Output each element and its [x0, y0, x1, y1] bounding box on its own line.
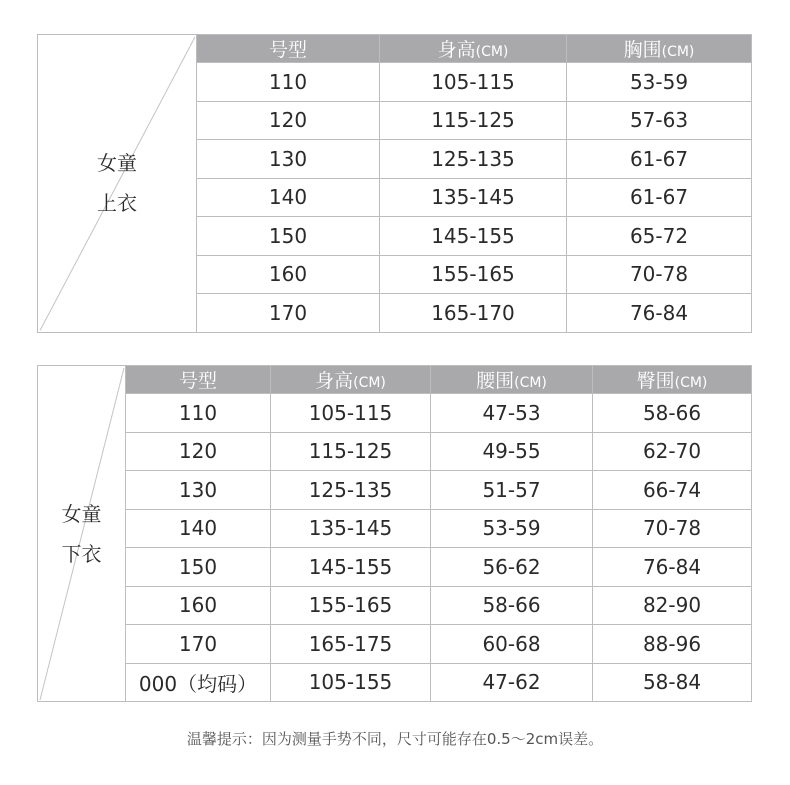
tops-cell-1-2: 57-63	[567, 101, 752, 140]
tops-cell-6-1: 165-170	[380, 294, 567, 333]
tops-cell-6-0: 170	[197, 294, 380, 333]
bottoms-cell-6-0: 170	[126, 625, 271, 664]
bottoms-table-row	[38, 548, 752, 587]
bottoms-category-cell	[38, 366, 126, 702]
bottoms-cell-3-1: 135-145	[271, 509, 431, 548]
bottoms-body	[38, 366, 752, 702]
bottoms-header-0: 号型	[126, 366, 271, 394]
tops-cell-0-1: 105-115	[380, 63, 567, 102]
bottoms-category-line1: 女童	[61, 501, 102, 526]
bottoms-header-3: 臀围(CM)	[593, 366, 752, 394]
tops-cell-2-1: 125-135	[380, 140, 567, 179]
bottoms-cell-3-3: 70-78	[593, 509, 752, 548]
bottoms-table-row	[38, 394, 752, 433]
bottoms-cell-6-1: 165-175	[271, 625, 431, 664]
bottoms-cell-7-3: 58-84	[593, 663, 752, 702]
bottoms-cell-5-0: 160	[126, 586, 271, 625]
tops-cell-5-0: 160	[197, 255, 380, 294]
bottoms-cell-0-3: 58-66	[593, 394, 752, 433]
bottoms-table-row	[38, 586, 752, 625]
tops-cell-0-0: 110	[197, 63, 380, 102]
bottoms-cell-6-3: 88-96	[593, 625, 752, 664]
tops-header-1: 身高(CM)	[380, 35, 567, 63]
bottoms-cell-2-1: 125-135	[271, 471, 431, 510]
bottoms-cell-1-2: 49-55	[431, 432, 593, 471]
measurement-note: 温馨提示：因为测量手势不同，尺寸可能存在0.5～2cm误差。	[186, 730, 604, 748]
bottoms-cell-4-3: 76-84	[593, 548, 752, 587]
bottoms-cell-4-2: 56-62	[431, 548, 593, 587]
tops-header-0: 号型	[197, 35, 380, 63]
bottoms-cell-1-0: 120	[126, 432, 271, 471]
tops-cell-5-1: 155-165	[380, 255, 567, 294]
bottoms-cell-1-3: 62-70	[593, 432, 752, 471]
tops-cell-4-1: 145-155	[380, 217, 567, 256]
bottoms-cell-4-0: 150	[126, 548, 271, 587]
bottoms-cell-5-3: 82-90	[593, 586, 752, 625]
tops-category-cell	[38, 35, 197, 333]
size-table-tops	[37, 34, 752, 333]
bottoms-cell-7-2: 47-62	[431, 663, 593, 702]
bottoms-cell-7-0: 000（均码）	[126, 663, 271, 702]
bottoms-cell-5-1: 155-165	[271, 586, 431, 625]
tops-cell-4-0: 150	[197, 217, 380, 256]
bottoms-cell-2-0: 130	[126, 471, 271, 510]
tops-cell-1-1: 115-125	[380, 101, 567, 140]
bottoms-table-row	[38, 509, 752, 548]
tops-header-row	[38, 35, 752, 63]
bottoms-table-row	[38, 471, 752, 510]
bottoms-cell-0-0: 110	[126, 394, 271, 433]
bottoms-cell-0-1: 105-115	[271, 394, 431, 433]
tops-cell-3-2: 61-67	[567, 178, 752, 217]
tops-cell-6-2: 76-84	[567, 294, 752, 333]
tops-cell-2-2: 61-67	[567, 140, 752, 179]
bottoms-cell-2-3: 66-74	[593, 471, 752, 510]
bottoms-table-row	[38, 625, 752, 664]
bottoms-cell-7-1: 105-155	[271, 663, 431, 702]
bottoms-cell-2-2: 51-57	[431, 471, 593, 510]
tops-category-line2: 上衣	[97, 191, 137, 216]
bottoms-cell-1-1: 115-125	[271, 432, 431, 471]
tops-cell-3-0: 140	[197, 178, 380, 217]
bottoms-cell-0-2: 47-53	[431, 394, 593, 433]
size-table-bottoms	[37, 365, 752, 702]
bottoms-table-row	[38, 432, 752, 471]
tops-category-line1: 女童	[97, 151, 137, 176]
bottoms-header-1: 身高(CM)	[271, 366, 431, 394]
bottoms-cell-4-1: 145-155	[271, 548, 431, 587]
bottoms-header-row	[38, 366, 752, 394]
tops-header-2: 胸围(CM)	[567, 35, 752, 63]
bottoms-cell-5-2: 58-66	[431, 586, 593, 625]
tops-cell-4-2: 65-72	[567, 217, 752, 256]
bottoms-cell-3-0: 140	[126, 509, 271, 548]
tops-body	[38, 35, 752, 333]
tops-cell-1-0: 120	[197, 101, 380, 140]
bottoms-cell-6-2: 60-68	[431, 625, 593, 664]
tops-cell-2-0: 130	[197, 140, 380, 179]
bottoms-header-2: 腰围(CM)	[431, 366, 593, 394]
bottoms-cell-3-2: 53-59	[431, 509, 593, 548]
tops-cell-0-2: 53-59	[567, 63, 752, 102]
tops-cell-3-1: 135-145	[380, 178, 567, 217]
bottoms-table-row	[38, 663, 752, 702]
tops-cell-5-2: 70-78	[567, 255, 752, 294]
bottoms-category-line2: 下衣	[61, 541, 102, 566]
